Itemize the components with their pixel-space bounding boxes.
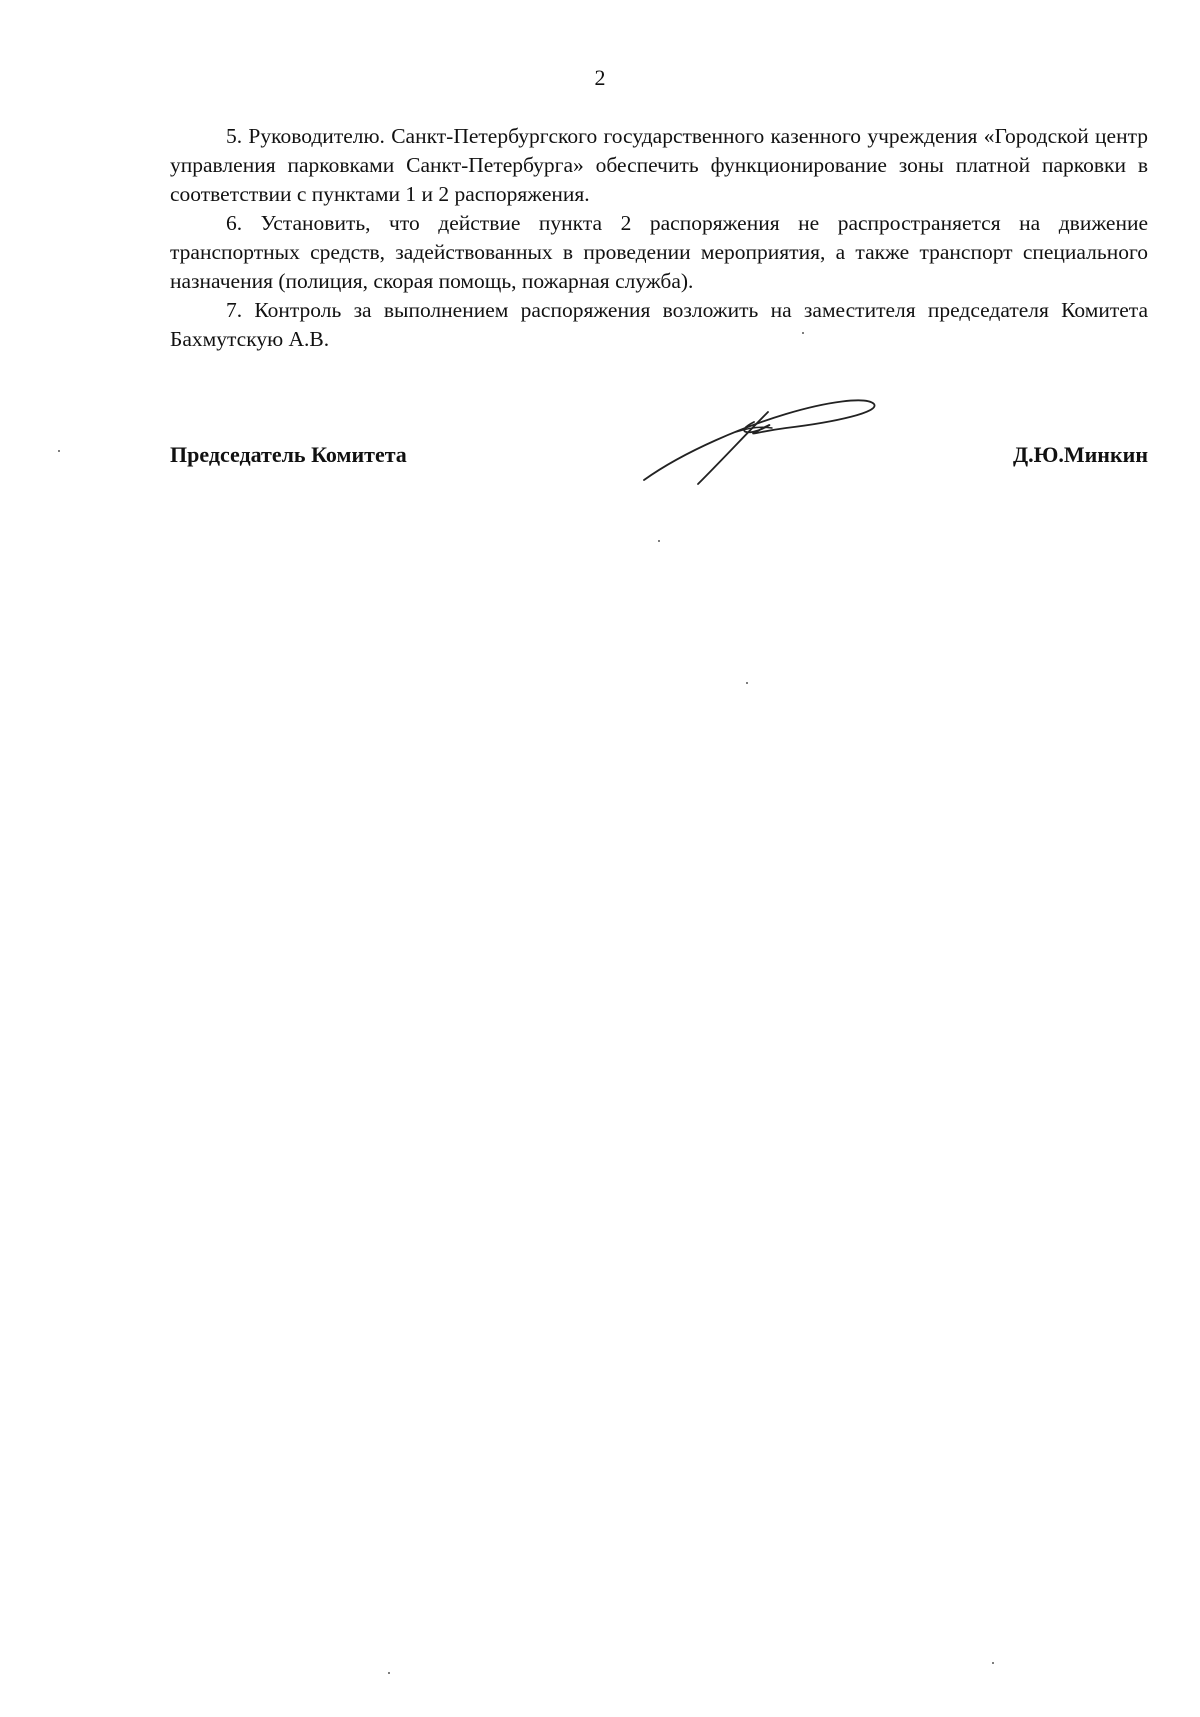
- paragraph-7: 7. Контроль за выполнением распоряжения возложить на заместителя председателя Комитета Бахмутскую А.В.: [170, 298, 1148, 351]
- scan-speck: [746, 682, 748, 684]
- document-body: [170, 122, 1148, 354]
- signatory-name: Д.Ю.Минкин: [1012, 442, 1148, 467]
- scan-speck: [802, 332, 804, 334]
- paragraph-5: 5. Руководителю. Санкт-Петербургского государственного казенного учреждения «Городской центр управления парковками Санкт-Петербурга» обеспечить функционирование зоны платной парковки в соответствии с пунктами 1 и 2 распоряжения.: [170, 124, 1148, 206]
- scan-speck: [992, 1662, 994, 1664]
- page-number: 2: [594, 65, 606, 90]
- scan-speck: [388, 1672, 390, 1674]
- scan-speck: [58, 450, 60, 452]
- scan-speck: [658, 540, 660, 542]
- handwritten-signature: [636, 388, 886, 488]
- paragraph-6: 6. Установить, что действие пункта 2 распоряжения не распространяется на движение транспортных средств, задействованных в проведении мероприятия, а также транспорт специального назначения (полиция, скорая помощь, пожарная служба).: [170, 211, 1148, 293]
- signatory-title: Председатель Комитета: [170, 442, 407, 467]
